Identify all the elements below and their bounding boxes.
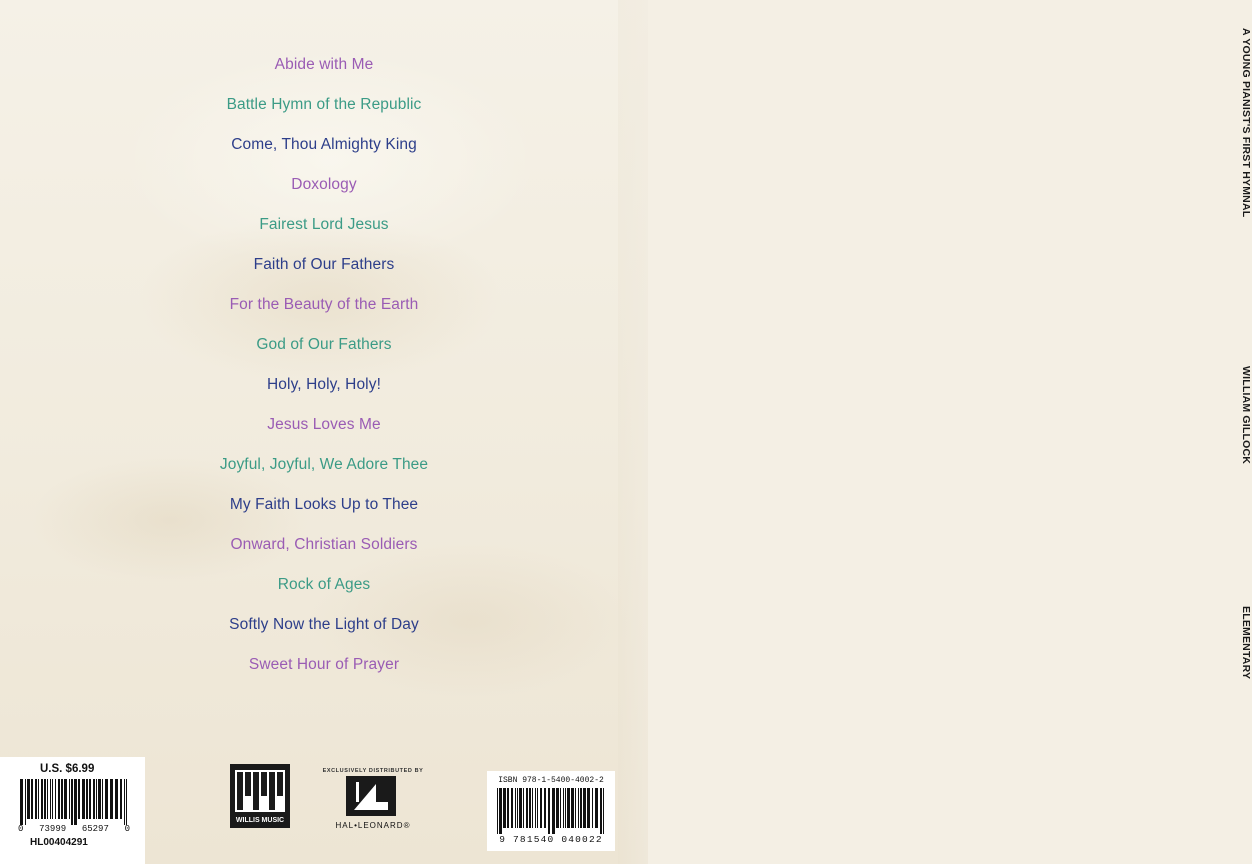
hymn-title: Rock of Ages <box>277 576 371 593</box>
hymn-title: Sweet Hour of Prayer <box>248 656 400 673</box>
isbn-barcode-box <box>487 771 615 851</box>
hymn-title: Onward, Christian Soldiers <box>230 536 418 553</box>
hymn-title: Softly Now the Light of Day <box>229 616 419 633</box>
hymn-title: For the Beauty of the Earth <box>229 296 419 313</box>
hal-leonard-name: HAL•LEONARD® <box>335 821 411 830</box>
hymn-title: Come, Thou Almighty King <box>231 136 417 153</box>
hymn-title: Jesus Loves Me <box>267 416 381 433</box>
upc-digit-group: 65297 <box>81 824 109 834</box>
spine-author: WILLIAM GILLOCK <box>1240 366 1252 465</box>
hymn-title: Abide with Me <box>274 56 374 73</box>
price-barcode-box <box>0 757 145 864</box>
upc-barcode <box>18 779 130 825</box>
hymn-title: Doxology <box>291 176 357 193</box>
spine-title: A YOUNG PIANIST'S FIRST HYMNAL <box>1240 28 1252 218</box>
upc-digits <box>18 824 130 834</box>
hymn-title: Joyful, Joyful, We Adore Thee <box>219 456 429 473</box>
isbn-barcode <box>495 788 607 834</box>
hal-leonard-logo <box>346 776 396 816</box>
willis-logo-text: WILLIS MUSIC <box>235 817 285 824</box>
spine-level: ELEMENTARY <box>1240 606 1252 680</box>
isbn-number: ISBN 978-1-5400-4002-2 <box>498 776 604 785</box>
price-label: U.S. $6.99 <box>40 763 95 775</box>
upc-digit-group: 0 <box>124 824 130 834</box>
hymn-title: My Faith Looks Up to Thee <box>229 496 419 513</box>
willis-music-logo <box>230 764 290 828</box>
isbn-digits: 9 781540 040022 <box>499 834 603 845</box>
hymn-title: God of Our Fathers <box>256 336 392 353</box>
upc-digit-group: 73999 <box>39 824 67 834</box>
upc-digit-group: 0 <box>18 824 24 834</box>
hymn-title: Battle Hymn of the Republic <box>226 96 422 113</box>
distributed-by-label: EXCLUSIVELY DISTRIBUTED BY <box>322 768 424 774</box>
hymn-title: Faith of Our Fathers <box>253 256 395 273</box>
product-code: HL00404291 <box>30 837 88 848</box>
hymn-title: Fairest Lord Jesus <box>259 216 389 233</box>
hymn-title: Holy, Holy, Holy! <box>267 376 381 393</box>
